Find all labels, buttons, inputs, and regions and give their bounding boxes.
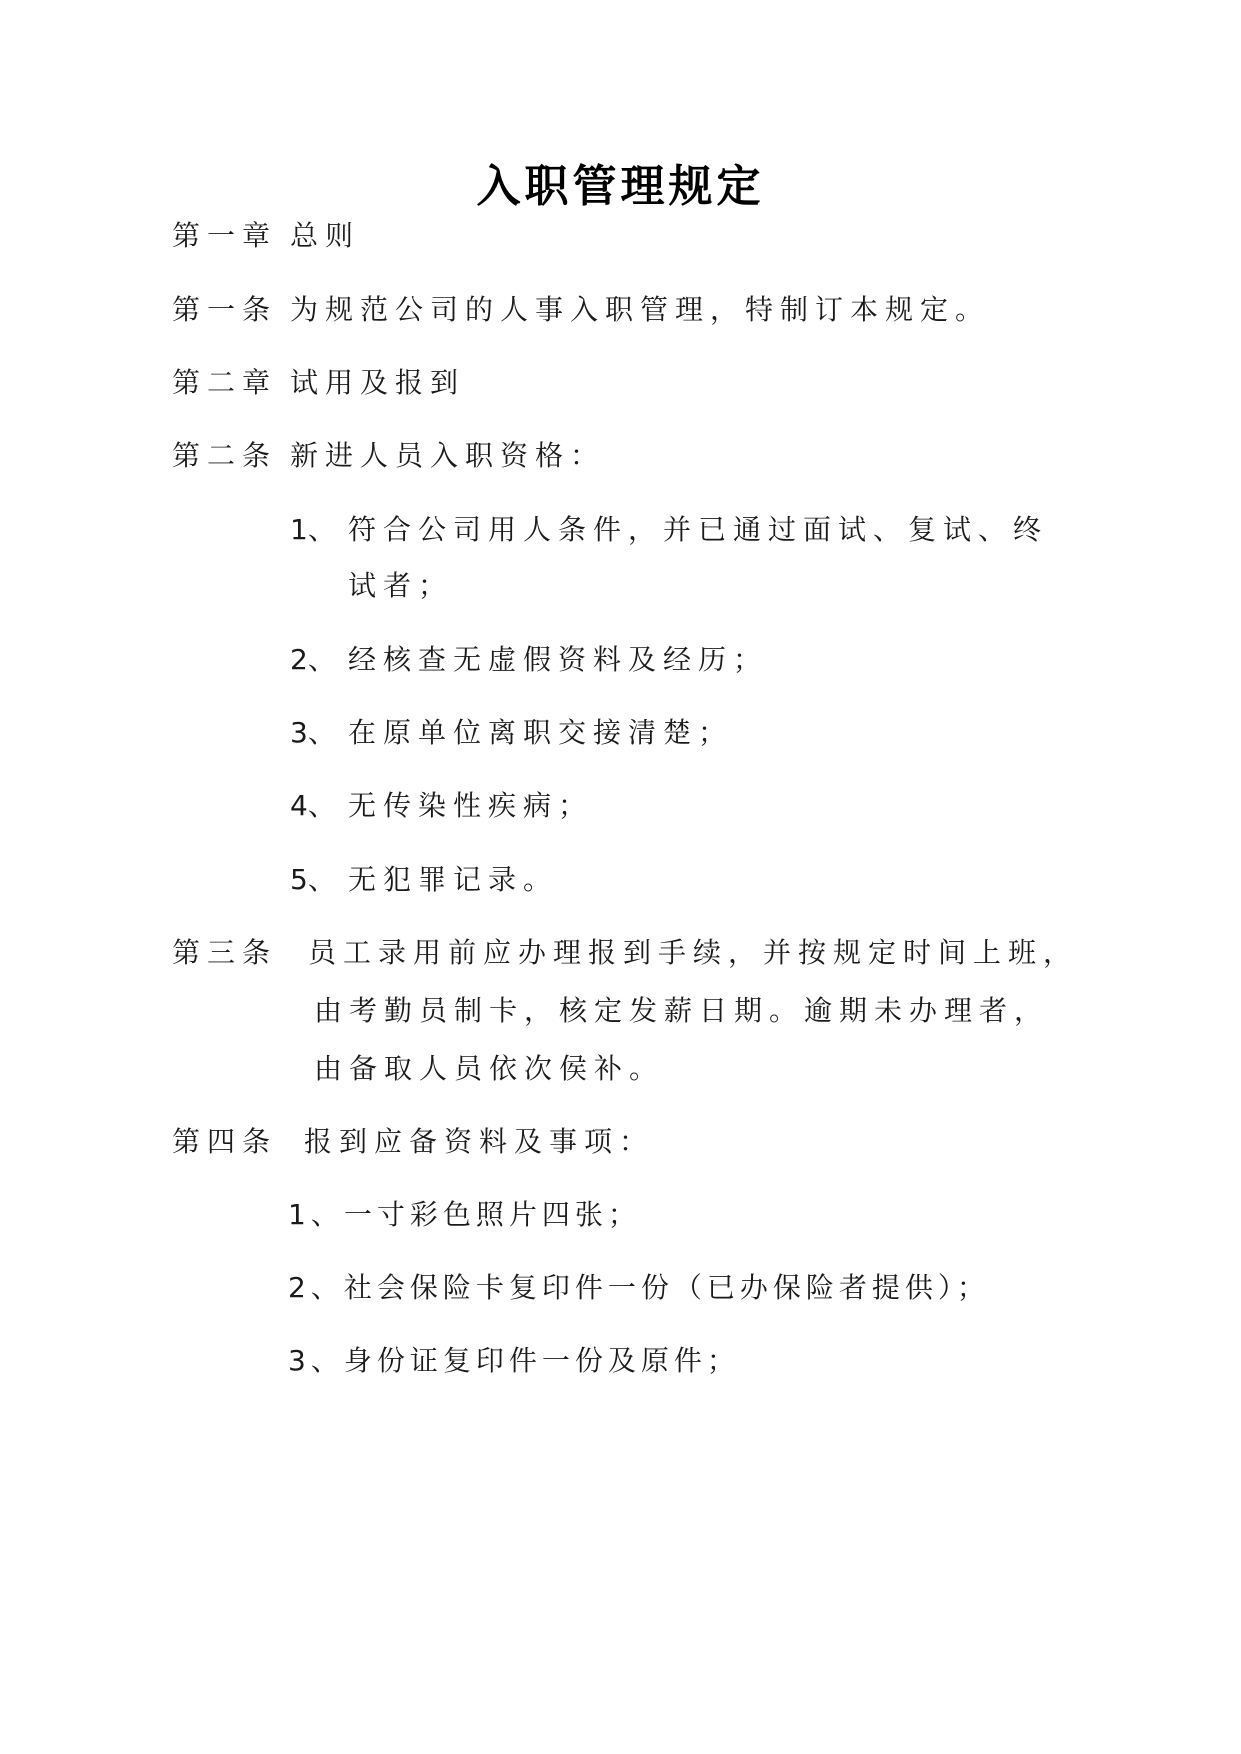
article-4-item-3: 3、身份证复印件一份及原件； (288, 1344, 740, 1377)
chapter-1-label: 第一章 (172, 219, 278, 252)
article-2-item-4-text: 无传染性疾病； (348, 789, 594, 822)
article-2-item-5-number: 5、 (290, 863, 336, 896)
article-2-item-1-text: 符合公司用人条件，并已通过面试、复试、终 (348, 513, 1049, 546)
article-2-item-3-text: 在原单位离职交接清楚； (348, 716, 734, 749)
article-2-item-2-number: 2、 (290, 643, 336, 676)
article-2-item-1-number: 1、 (290, 513, 336, 546)
article-2-item-2-text: 经核查无虚假资料及经历； (348, 643, 769, 676)
article-2-item-5-text: 无犯罪记录。 (348, 863, 559, 896)
article-2-label: 第二条 (172, 439, 278, 472)
article-3-line-3: 由备取人员依次侯补。 (314, 1052, 665, 1085)
chapter-2-label: 第二章 (172, 366, 278, 399)
chapter-2-title: 试用及报到 (290, 366, 466, 399)
article-4-label: 第四条 (172, 1125, 278, 1158)
article-2-item-1-text-cont: 试者； (348, 569, 454, 602)
article-1-label: 第一条 (172, 293, 278, 326)
article-3-line-2: 由考勤员制卡，核定发薪日期。逾期未办理者， (314, 994, 1050, 1027)
document-title: 入职管理规定 (476, 161, 765, 212)
article-2-item-4-number: 4、 (290, 789, 336, 822)
chapter-1-title: 总则 (290, 219, 361, 252)
article-3-label: 第三条 (172, 936, 278, 969)
article-3-line-1: 员工录用前应办理报到手续，并按规定时间上班， (308, 936, 1079, 969)
article-4-item-1: 1、一寸彩色照片四张； (288, 1198, 641, 1231)
article-1-text: 为规范公司的人事入职管理，特制订本规定。 (290, 293, 991, 326)
article-4-item-2: 2、社会保险卡复印件一份（已办保险者提供）； (288, 1271, 990, 1304)
article-4-text: 报到应备资料及事项： (304, 1125, 655, 1158)
article-2-item-3-number: 3、 (290, 716, 336, 749)
article-2-text: 新进人员入职资格： (290, 439, 606, 472)
